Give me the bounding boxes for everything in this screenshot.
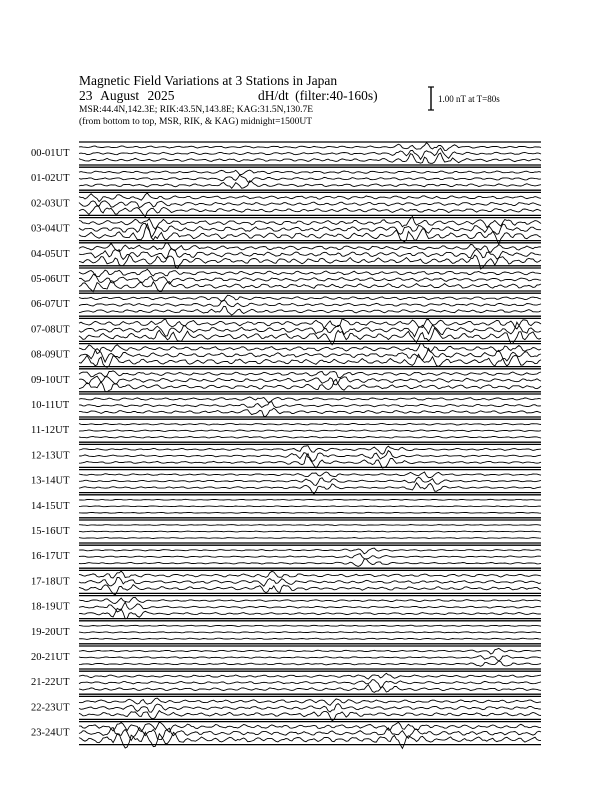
trace-kag — [79, 571, 541, 578]
hour-row-00-01UT — [31, 142, 541, 165]
trace-msr — [79, 255, 541, 269]
hour-label: 01-02UT — [31, 173, 70, 185]
trace-msr — [79, 408, 541, 416]
hour-row-22-23UT — [31, 696, 541, 720]
trace-rik — [79, 578, 541, 587]
trace-kag — [79, 648, 541, 654]
trace-rik — [79, 656, 541, 662]
trace-rik — [79, 554, 541, 559]
trace-kag — [79, 143, 541, 151]
trace-rik — [79, 506, 541, 507]
hour-row-20-21UT — [31, 646, 541, 669]
hour-label: 05-06UT — [31, 274, 70, 285]
hour-row-10-11UT — [31, 394, 541, 417]
trace-kag — [79, 548, 541, 554]
hour-label: 07-08UT — [31, 324, 70, 336]
chart-title: Magnetic Field Variations at 3 Stations in Japan — [79, 73, 338, 88]
hour-row-21-22UT — [31, 671, 541, 694]
hour-row-01-02UT — [31, 167, 541, 190]
hour-label: 15-16UT — [31, 526, 70, 537]
trace-msr — [79, 512, 541, 513]
hour-row-09-10UT — [31, 369, 541, 392]
trace-kag — [79, 397, 541, 403]
trace-msr — [79, 153, 541, 163]
trace-msr — [79, 661, 541, 667]
trace-kag — [79, 424, 541, 426]
trace-rik — [79, 430, 541, 432]
trace-kag — [79, 722, 541, 732]
trace-rik — [79, 248, 541, 259]
trace-msr — [79, 281, 541, 292]
hour-row-23-24UT — [31, 722, 541, 749]
hour-label: 23-24UT — [31, 727, 70, 739]
scale-bar — [428, 87, 434, 110]
hour-row-03-04UT — [31, 217, 541, 245]
trace-msr — [79, 379, 541, 391]
trace-kag — [79, 269, 541, 276]
trace-kag — [79, 499, 541, 500]
trace-kag — [79, 698, 541, 705]
trace-rik — [79, 531, 541, 532]
hour-label: 19-20UT — [31, 626, 70, 638]
hour-label: 09-10UT — [31, 374, 70, 386]
hour-row-04-05UT — [31, 243, 541, 269]
trace-kag — [79, 243, 541, 253]
trace-msr — [79, 559, 541, 567]
trace-rik — [79, 477, 541, 485]
hour-row-18-19UT — [31, 596, 541, 619]
stations-line: MSR:44.4N,142.3E; RIK:43.5N,143.8E; KAG:31.5N,130.7E — [79, 105, 314, 115]
hour-label: 18-19UT — [31, 601, 70, 613]
hour-label: 04-05UT — [31, 248, 70, 260]
trace-rik — [79, 680, 541, 688]
hour-row-12-13UT — [31, 444, 541, 468]
hour-label: 16-17UT — [31, 551, 70, 563]
hour-label: 00-01UT — [31, 148, 70, 159]
hour-row-15-16UT — [31, 520, 541, 543]
trace-msr — [79, 436, 541, 438]
hour-row-06-07UT — [31, 293, 541, 316]
hour-label: 21-22UT — [31, 677, 70, 689]
trace-kag — [79, 170, 541, 175]
trace-rik — [79, 274, 541, 284]
station-order-note: (from bottom to top, MSR, RIK, & KAG) midnight=1500UT — [79, 117, 313, 127]
hour-label: 11-12UT — [31, 425, 70, 437]
hour-row-08-09UT — [31, 343, 541, 367]
rows-group — [31, 142, 541, 748]
trace-rik — [79, 376, 541, 385]
trace-msr — [79, 638, 541, 639]
trace-rik — [79, 602, 541, 612]
hour-row-17-18UT — [31, 570, 541, 595]
trace-kag — [79, 673, 541, 679]
hour-label: 22-23UT — [31, 702, 70, 714]
hour-row-14-15UT — [31, 495, 541, 518]
trace-kag — [79, 295, 541, 301]
hour-label: 20-21UT — [31, 652, 70, 663]
trace-rik — [79, 148, 541, 159]
quantity-label: dH/dt (filter:40-160s) — [258, 88, 378, 103]
scale-label: 1.00 nT at T=80s — [438, 94, 500, 104]
trace-msr — [79, 685, 541, 693]
trace-rik — [79, 632, 541, 633]
trace-kag — [79, 597, 541, 603]
trace-rik — [79, 402, 541, 408]
hour-row-02-03UT — [31, 192, 541, 216]
trace-rik — [79, 704, 541, 713]
hour-row-16-17UT — [31, 545, 541, 568]
trace-kag — [79, 371, 541, 378]
hour-row-07-08UT — [31, 318, 541, 344]
trace-msr — [79, 181, 541, 189]
trace-kag — [79, 319, 541, 329]
trace-rik — [79, 201, 541, 208]
trace-msr — [79, 608, 541, 618]
trace-msr — [79, 732, 541, 748]
chart-date: 23 August 2025 — [79, 88, 175, 103]
trace-kag — [79, 625, 541, 626]
hour-row-11-12UT — [31, 419, 541, 442]
trace-msr — [79, 328, 541, 345]
hour-label: 10-11UT — [31, 400, 70, 411]
hour-row-13-14UT — [31, 470, 541, 494]
hour-label: 08-09UT — [31, 349, 70, 361]
hour-label: 14-15UT — [31, 500, 70, 512]
trace-rik — [79, 300, 541, 307]
trace-rik — [79, 175, 541, 182]
trace-kag — [79, 193, 541, 202]
hour-label: 17-18UT — [31, 576, 70, 588]
hour-label: 03-04UT — [31, 223, 70, 235]
trace-kag — [79, 525, 541, 526]
trace-kag — [79, 472, 541, 478]
hour-row-19-20UT — [31, 621, 541, 644]
hour-label: 12-13UT — [31, 450, 70, 462]
trace-kag — [79, 446, 541, 455]
hour-label: 13-14UT — [31, 475, 70, 487]
hour-label: 02-03UT — [31, 198, 70, 210]
hour-row-05-06UT — [31, 268, 541, 292]
trace-msr — [79, 538, 541, 539]
trace-kag — [79, 343, 541, 353]
hour-label: 06-07UT — [31, 299, 70, 311]
trace-msr — [79, 306, 541, 315]
